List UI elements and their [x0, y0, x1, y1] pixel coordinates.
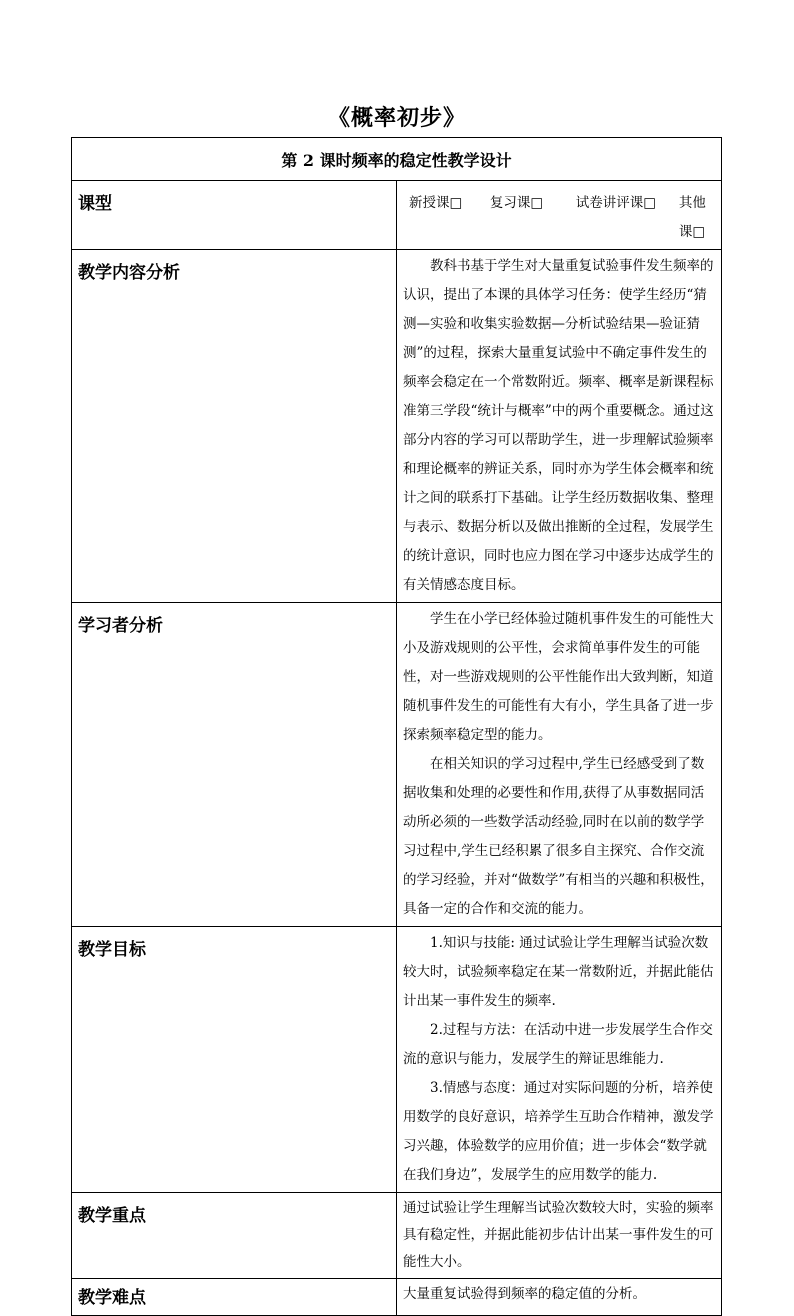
difficulties-row	[72, 1279, 722, 1316]
learner-analysis-label: 学习者分析	[72, 603, 397, 927]
option-review-lesson[interactable]: 复习课□	[489, 195, 544, 211]
key-points-label: 教学重点	[72, 1193, 397, 1279]
teaching-goal-item: 3.情感与态度：通过对实际问题的分析，培养使用数学的良好意识，培养学生互助合作精神，激发学习兴趣，体验数学的应用价值；进一步体会“数学就在我们身边”，发展学生的应用数学的能力.	[403, 1080, 714, 1183]
key-points-row	[72, 1193, 722, 1279]
content-analysis-row	[72, 250, 722, 603]
lesson-type-row	[72, 181, 722, 250]
difficulties-label: 教学难点	[72, 1279, 397, 1316]
lesson-type-label: 课型	[72, 181, 397, 250]
option-other-lesson[interactable]: 其他课□	[678, 195, 706, 240]
teaching-goals-label: 教学目标	[72, 927, 397, 1193]
teaching-goal-item: 1.知识与技能: 通过试验让学生理解当试验次数较大时，试验频率稳定在某一常数附近，并据此能估计出某一事件发生的频率.	[403, 935, 714, 1009]
learner-analysis-paragraph: 在相关知识的学习过程中,学生已经感受到了数据收集和处理的必要性和作用,获得了从事数据同活动所必须的一些数学活动经验,同时在以前的数学学习过程中,学生已经积累了很多自主探究、合作交流的学习经验，并对“做数学”有相当的兴趣和积极性，具备一定的合作和交流的能力。	[403, 756, 714, 917]
content-analysis-text-cell	[397, 250, 722, 603]
lesson-title-row	[72, 138, 722, 181]
lesson-title: 第 2 课时频率的稳定性教学设计	[72, 138, 722, 181]
teaching-goals-text-cell	[397, 927, 722, 1193]
key-points-text: 通过试验让学生理解当试验次数较大时，实验的频率具有稳定性，并据此能初步估计出某一事件发生的可能性大小。	[397, 1193, 722, 1279]
learner-analysis-text-cell	[397, 603, 722, 927]
lesson-type-options	[397, 181, 722, 250]
content-analysis-text: 教科书基于学生对大量重复试验事件发生频率的认识，提出了本课的具体学习任务：使学生经历“猜测—实验和收集实验数据—分析试验结果—验证猜测”的过程，探索大量重复试验中不确定事件发生的频率会稳定在一个常数附近。频率、概率是新课程标准第三学段“统计与概率”中的两个重要概念。通过这部分内容的学习可以帮助学生，进一步理解试验频率和理论概率的辨证关系，同时亦为学生体会概率和统计之间的联系打下基础。让学生经历数据收集、整理与表示、数据分析以及做出推断的全过程，发展学生的统计意识，同时也应力图在学习中逐步达成学生的有关情感态度目标。	[403, 258, 714, 593]
content-analysis-label: 教学内容分析	[72, 250, 397, 603]
teaching-goal-item: 2.过程与方法：在活动中进一步发展学生合作交流的意识与能力，发展学生的辩证思维能力.	[403, 1022, 713, 1067]
lesson-plan-table	[71, 137, 722, 1316]
option-exam-review-lesson[interactable]: 试卷讲评课□	[575, 195, 657, 211]
difficulties-text: 大量重复试验得到频率的稳定值的分析。	[397, 1279, 722, 1316]
document-title: 《概率初步》	[327, 105, 466, 131]
learner-analysis-row	[72, 603, 722, 927]
learner-analysis-paragraph: 学生在小学已经体验过随机事件发生的可能性大小及游戏规则的公平性，会求简单事件发生的可能性，对一些游戏规则的公平性能作出大致判断，知道随机事件发生的可能性有大有小，学生具备了进一步探索频率稳定型的能力。	[403, 611, 714, 743]
option-new-lesson[interactable]: 新授课□	[409, 195, 463, 211]
teaching-goals-row	[72, 927, 722, 1193]
